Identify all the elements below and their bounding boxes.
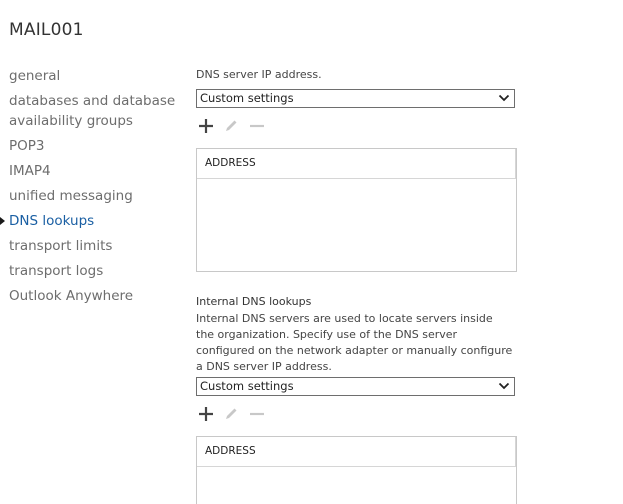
nav-item-databases[interactable]: databases and database availability groups bbox=[9, 93, 176, 129]
content-pane bbox=[196, 0, 526, 504]
nav-item-pop3[interactable]: POP3 bbox=[9, 138, 45, 154]
column-separator bbox=[515, 437, 516, 466]
nav-item-dns-lookups-label: DNS lookups bbox=[9, 213, 95, 229]
chevron-down-icon bbox=[498, 380, 510, 392]
external-dns-description: DNS server IP address. bbox=[196, 68, 322, 81]
internal-dns-address-list[interactable] bbox=[196, 436, 517, 504]
page-title: MAIL001 bbox=[9, 20, 84, 40]
address-column-header[interactable]: ADDRESS bbox=[205, 445, 256, 457]
nav-item-transport-limits[interactable]: transport limits bbox=[9, 238, 113, 254]
nav-item-transport-logs[interactable]: transport logs bbox=[9, 263, 104, 279]
nav-item-dns-lookups[interactable] bbox=[9, 211, 184, 231]
nav-item-outlook-anywhere[interactable]: Outlook Anywhere bbox=[9, 288, 134, 304]
plus-icon[interactable] bbox=[198, 406, 214, 422]
external-dns-list-header bbox=[197, 149, 516, 179]
nav-item-unified-messaging[interactable]: unified messaging bbox=[9, 188, 133, 204]
pencil-icon[interactable] bbox=[223, 118, 239, 134]
nav-item-imap4[interactable]: IMAP4 bbox=[9, 163, 51, 179]
minus-icon[interactable] bbox=[249, 406, 265, 422]
internal-dns-description: Internal DNS servers are used to locate servers inside the organization. Specify use of the DNS server configured on the network adapter or manually configure a DNS server IP address. bbox=[196, 312, 513, 373]
selection-arrow-icon bbox=[0, 217, 5, 225]
plus-icon[interactable] bbox=[198, 118, 214, 134]
address-column-header[interactable]: ADDRESS bbox=[205, 157, 256, 169]
internal-dns-list-header bbox=[197, 437, 516, 467]
internal-dns-select-value: Custom settings bbox=[200, 379, 294, 393]
external-dns-address-list[interactable] bbox=[196, 148, 517, 272]
chevron-down-icon bbox=[498, 92, 510, 104]
sidebar-nav bbox=[9, 66, 184, 311]
internal-dns-title: Internal DNS lookups bbox=[196, 295, 312, 308]
nav-item-general[interactable]: general bbox=[9, 68, 61, 84]
external-dns-select-value: Custom settings bbox=[200, 91, 294, 105]
pencil-icon[interactable] bbox=[223, 406, 239, 422]
minus-icon[interactable] bbox=[249, 118, 265, 134]
column-separator bbox=[515, 149, 516, 178]
internal-dns-select[interactable] bbox=[196, 377, 515, 396]
external-dns-select[interactable] bbox=[196, 89, 515, 108]
